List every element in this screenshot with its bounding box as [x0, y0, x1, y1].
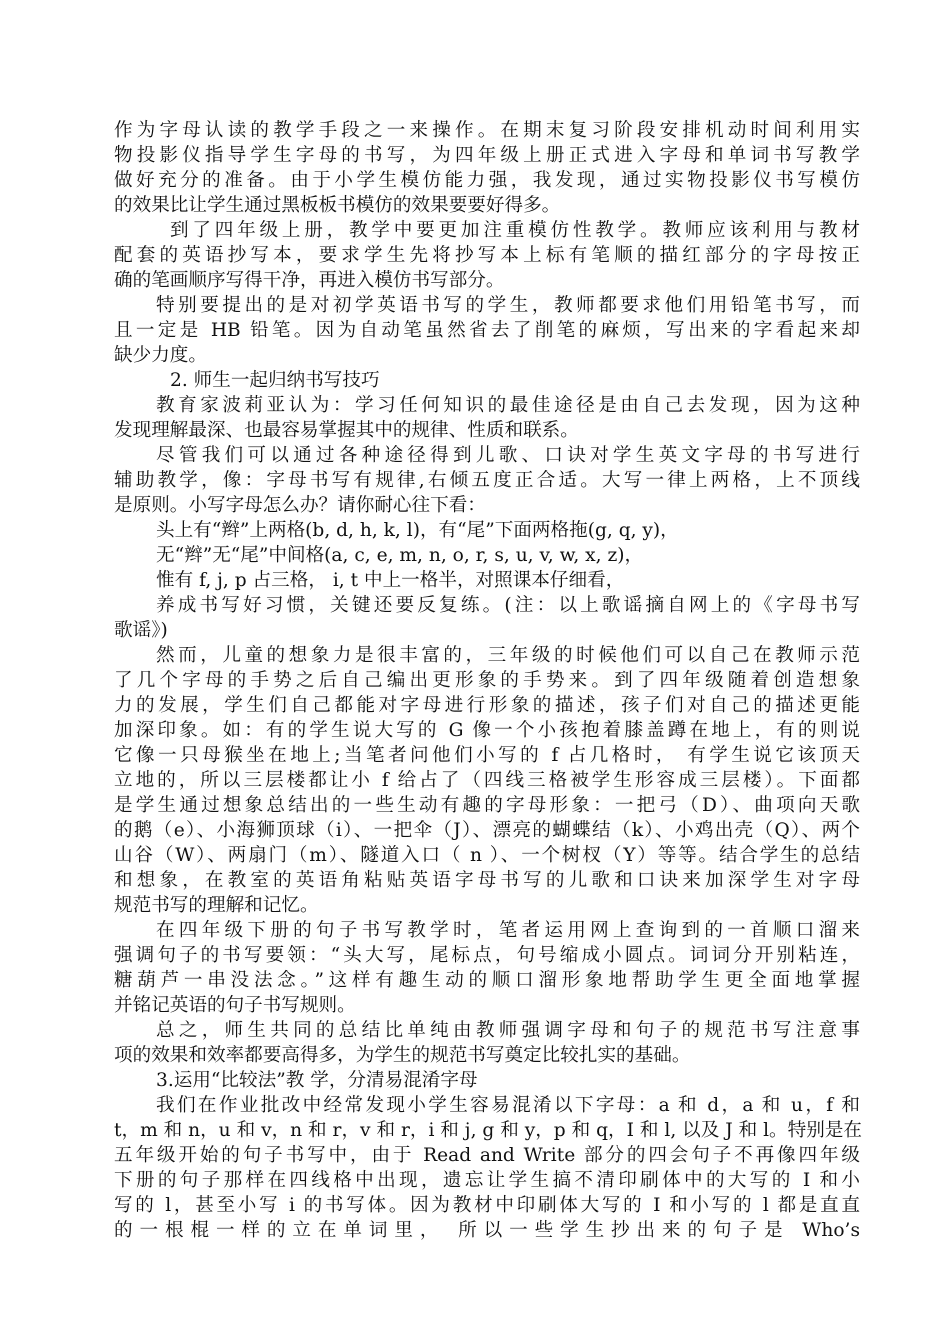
- text-line: 强调句子的书写要领：“头大写，尾标点，句号缩成小圆点。词词分开别粘连，: [114, 945, 860, 966]
- text-line: 下册的句子那样在四线格中出现，遗忘让学生搞不清印刷体中的大写的 I 和小: [114, 1170, 860, 1191]
- text-line: 项的效果和效率都要高得多，为学生的规范书写奠定比较扎实的基础。: [114, 1045, 691, 1066]
- text-line: 发现理解最深、也最容易掌握其中的规律、性质和联系。: [114, 420, 579, 441]
- text-line: 山谷（W）、两扇门（m）、隧道入口（ n ）、一个树杈（Y）等等。结合学生的总结: [114, 845, 860, 866]
- text-line: 歌谣》): [114, 620, 168, 641]
- text-line: 3.运用“比较法”教 学，分清易混淆字母: [156, 1070, 478, 1091]
- text-line: 确的笔画顺序写得干净，再进入模仿书写部分。: [114, 270, 505, 291]
- text-line: 头上有“辫”上两格(b, d, h, k, l)，有“尾”下面两格拖(g, q, y)，: [156, 520, 679, 541]
- text-line: 养成书写好习惯，关键还要反复练。(注：以上歌谣摘自网上的《字母书写: [156, 595, 860, 616]
- text-line: 总之，师生共同的总结比单纯由教师强调字母和句子的规范书写注意事: [156, 1020, 860, 1041]
- text-line: 缺少力度。: [114, 345, 207, 366]
- text-line: 它像一只母猴坐在地上;当笔者问他们小写的 f 占几格时， 有学生说它该顶天: [114, 745, 860, 766]
- text-line: 的鹅（e）、小海狮顶球（i）、一把伞（J）、漂亮的蝴蝶结（k）、小鸡出壳（Q）、两个: [114, 820, 860, 841]
- text-line: 辅助教学，像：字母书写有规律,右倾五度正合适。大写一律上两格，上不顶线: [114, 470, 860, 491]
- text-line: t，m 和 n，u 和 v，n 和 r，v 和 r，i 和 j, g 和 y，p 和 q，I 和 l, 以及 J 和 l。特别是在: [114, 1120, 863, 1141]
- text-line: 然而，儿童的想象力是很丰富的，三年级的时候他们可以自己在教师示范: [156, 645, 860, 666]
- text-line: 糖葫芦一串没法念。”这样有趣生动的顺口溜形象地帮助学生更全面地掌握: [114, 970, 860, 991]
- text-line: 物投影仪指导学生字母的书写，为四年级上册正式进入字母和单词书写教学: [114, 145, 860, 166]
- text-line: 写的 l，甚至小写 i 的书写体。因为教材中印刷体大写的 I 和小写的 l 都是直直: [114, 1195, 860, 1216]
- text-line: 和想象，在教室的英语角粘贴英语字母书写的儿歌和口诀来加深学生对字母: [114, 870, 860, 891]
- text-line: 五年级开始的句子书写中，由于 Read and Write 部分的四会句子不再像四年级: [114, 1145, 860, 1166]
- text-line: 教育家波莉亚认为：学习任何知识的最佳途径是由自己去发现，因为这种: [156, 395, 860, 416]
- text-line: 并铭记英语的句子书写规则。: [114, 995, 356, 1016]
- text-line: 的效果比让学生通过黑板板书模仿的效果要要好得多。: [114, 195, 561, 216]
- text-line: 的一根棍一样的立在单词里， 所以一些学生抄出来的句子是 Who’s: [114, 1220, 860, 1241]
- text-line: 到了四年级上册，教学中要更加注重模仿性教学。教师应该利用与教材: [170, 220, 860, 241]
- text-line: 尽管我们可以通过各种途径得到儿歌、口诀对学生英文字母的书写进行: [156, 445, 860, 466]
- text-line: 加深印象。如：有的学生说大写的 G 像一个小孩抱着膝盖蹲在地上，有的则说: [114, 720, 860, 741]
- text-line: 规范书写的理解和记忆。: [114, 895, 319, 916]
- text-line: 配套的英语抄写本，要求学生先将抄写本上标有笔顺的描红部分的字母按正: [114, 245, 860, 266]
- text-line: 惟有 f, j, p 占三格， i, t 中上一格半，对照课本仔细看，: [156, 570, 625, 591]
- text-line: 2. 师生一起归纳书写技巧: [170, 370, 380, 391]
- text-line: 了几个字母的手势之后自己编出更形象的手势来。到了四年级随着创造想象: [114, 670, 860, 691]
- text-line: 是原则。小写字母怎么办？请你耐心往下看：: [114, 495, 486, 516]
- text-line: 特别要提出的是对初学英语书写的学生，教师都要求他们用铅笔书写，而: [156, 295, 860, 316]
- document-body: [114, 118, 863, 1243]
- text-line: 在四年级下册的句子书写教学时，笔者运用网上查询到的一首顺口溜来: [156, 920, 860, 941]
- text-line: 我们在作业批改中经常发现小学生容易混淆以下字母：a 和 d，a 和 u，f 和: [156, 1095, 860, 1116]
- text-line: 立地的，所以三层楼都让小 f 给占了（四线三格被学生形容成三层楼）。下面都: [114, 770, 860, 791]
- text-line: 无“辫”无“尾”中间格(a, c, e, m, n, o, r, s, u, v, w, x, z)，: [156, 545, 644, 566]
- text-line: 作为字母认读的教学手段之一来操作。在期末复习阶段安排机动时间利用实: [114, 120, 860, 141]
- text-line: 力的发展，学生们自己都能对字母进行形象的描述，孩子们对自己的描述更能: [114, 695, 860, 716]
- text-line: 是学生通过想象总结出的一些生动有趣的字母形象：一把弓（D）、曲项向天歌: [114, 795, 860, 816]
- text-line: 且一定是 HB 铅笔。因为自动笔虽然省去了削笔的麻烦，写出来的字看起来却: [114, 320, 860, 341]
- text-line: 做好充分的准备。由于小学生模仿能力强，我发现，通过实物投影仪书写模仿: [114, 170, 860, 191]
